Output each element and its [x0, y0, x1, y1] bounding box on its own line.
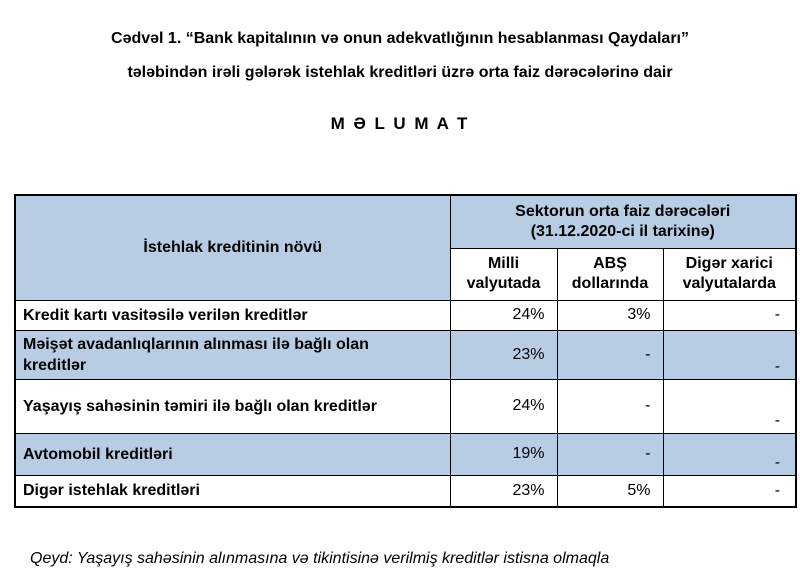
- table-row-other-consumer-loans: [15, 475, 796, 507]
- footnote: Qeyd: Yaşayış sahəsinin alınmasına və tikintisinə verilmiş kreditlər istisna olmaqla: [30, 550, 610, 567]
- row-label: Kredit kartı vasitəsilə verilən kreditlər: [15, 300, 450, 330]
- title-line-1: Cədvəl 1. “Bank kapitalının və onun adekvatlığının hesablanması Qaydaları”: [111, 30, 689, 47]
- milli-value: 19%: [450, 433, 557, 475]
- table-row-household-appliances: [15, 330, 796, 379]
- other-currency-value: -: [663, 330, 796, 379]
- table-row-home-repair: [15, 379, 796, 433]
- milli-value: 24%: [450, 300, 557, 330]
- col-header-credit-type: İstehlak kreditinin növü: [15, 195, 450, 300]
- other-currency-value: -: [663, 433, 796, 475]
- document-title: [0, 0, 800, 90]
- group-header-line-2: (31.12.2020-ci il tarixinə): [530, 222, 715, 240]
- usd-value: -: [557, 379, 663, 433]
- other-currency-value: -: [663, 379, 796, 433]
- table-row-credit-card: [15, 300, 796, 330]
- interest-rates-table: [14, 194, 797, 508]
- row-label: Məişət avadanlıqlarının alınması ilə bağlı olan kreditlər: [15, 330, 450, 379]
- col-header-usd: ABŞ dollarında: [557, 248, 663, 300]
- table-header-group-row: [15, 195, 796, 248]
- col-group-header: [450, 195, 796, 248]
- usd-value: 3%: [557, 300, 663, 330]
- row-label: Avtomobil kreditləri: [15, 433, 450, 475]
- col-header-national-currency: Milli valyutada: [450, 248, 557, 300]
- row-label: Digər istehlak kreditləri: [15, 475, 450, 507]
- table-row-auto-loans: [15, 433, 796, 475]
- usd-value: 5%: [557, 475, 663, 507]
- milli-value: 23%: [450, 330, 557, 379]
- melumat-heading: M Ə L U M A T: [330, 114, 470, 133]
- usd-value: -: [557, 330, 663, 379]
- title-line-2: tələbindən irəli gələrək istehlak kreditləri üzrə orta faiz dərəcələrinə dair: [127, 64, 673, 81]
- row-label: Yaşayış sahəsinin təmiri ilə bağlı olan kreditlər: [15, 379, 450, 433]
- usd-value: -: [557, 433, 663, 475]
- milli-value: 23%: [450, 475, 557, 507]
- other-currency-value: -: [663, 475, 796, 507]
- milli-value: 24%: [450, 379, 557, 433]
- other-currency-value: -: [663, 300, 796, 330]
- col-header-other-currencies: Digər xarici valyutalarda: [663, 248, 796, 300]
- group-header-line-1: Sektorun orta faiz dərəcələri: [515, 202, 731, 220]
